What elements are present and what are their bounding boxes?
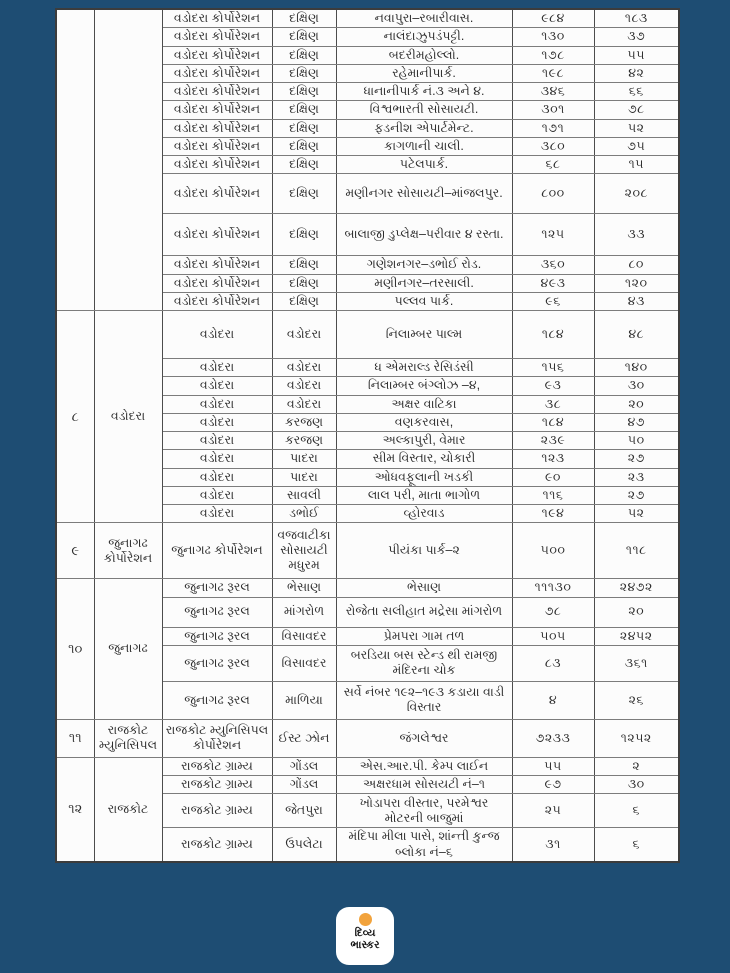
cell-zone: દક્ષિણ: [272, 101, 336, 119]
cell-zone: કરજણ: [272, 413, 336, 431]
cell-value-2: ૬: [594, 828, 679, 862]
cell-value-1: ૯૬: [512, 292, 594, 310]
cell-zone: દક્ષિણ: [272, 137, 336, 155]
cell-area: અલ્કાપુરી, વેમાર: [336, 432, 512, 450]
cell-zone: દક્ષિણ: [272, 214, 336, 256]
cell-value-1: ૯૩: [512, 377, 594, 395]
cell-zone: જેતપુરા: [272, 794, 336, 828]
cell-serial: ૯: [56, 523, 94, 579]
cell-value-2: ૨૦: [594, 597, 679, 627]
cell-zone: દક્ષિણ: [272, 46, 336, 64]
cell-value-1: ૫૫: [512, 757, 594, 775]
cell-value-2: ૧૧૮: [594, 523, 679, 579]
cell-value-1: ૪: [512, 681, 594, 719]
cell-zone: વડોદરા: [272, 359, 336, 377]
cell-area: પટેલપાર્ક.: [336, 156, 512, 174]
cell-area: નવાપુરા–રબારીવાસ.: [336, 9, 512, 28]
logo-sun-icon: [359, 913, 372, 926]
cell-value-2: ૫૦: [594, 432, 679, 450]
cell-value-1: ૩૦૧: [512, 101, 594, 119]
cell-division: વડોદરા કોર્પોરેશન: [162, 256, 272, 274]
cell-zone: વડોદરા: [272, 377, 336, 395]
cell-zone: દક્ષિણ: [272, 28, 336, 46]
cell-division: રાજકોટ ગ્રામ્ય: [162, 828, 272, 862]
cell-zone: દક્ષિણ: [272, 174, 336, 214]
cell-value-2: ૪૨: [594, 64, 679, 82]
cell-area: ભેસાણ: [336, 579, 512, 597]
cell-area: કાગળાની ચાલી.: [336, 137, 512, 155]
cell-division: વડોદરા કોર્પોરેશન: [162, 137, 272, 155]
cell-value-1: ૫૦૦: [512, 523, 594, 579]
cell-zone: દક્ષિણ: [272, 292, 336, 310]
cell-area: મણીનગર સોસાયટી–માંજલપુર.: [336, 174, 512, 214]
cell-value-1: ૯૦: [512, 468, 594, 486]
cell-value-1: ૬૮: [512, 156, 594, 174]
cell-serial: ૧૧: [56, 719, 94, 757]
cell-value-2: ૨૭: [594, 486, 679, 504]
cell-division: જુનાગઢ રૂરલ: [162, 645, 272, 681]
cell-division: વડોદરા: [162, 468, 272, 486]
cell-division: રાજકોટ ગ્રામ્ય: [162, 757, 272, 775]
cell-value-2: ૬૬: [594, 83, 679, 101]
cell-area: સીમ વિસ્તાર, ચોકારી: [336, 450, 512, 468]
cell-division: વડોદરા: [162, 311, 272, 359]
cell-division: વડોદરા: [162, 413, 272, 431]
cell-value-1: ૭૨૩૩: [512, 719, 594, 757]
table-row: [56, 579, 679, 597]
cell-value-2: ૧૪૦: [594, 359, 679, 377]
table-row: [56, 757, 679, 775]
cell-value-2: ૧૨૫૨: [594, 719, 679, 757]
cell-value-2: ૫૨: [594, 119, 679, 137]
cell-division: રાજકોટ મ્યુનિસિપલ કોર્પોરેશન: [162, 719, 272, 757]
cell-zone: પાદરા: [272, 450, 336, 468]
cell-zone: દક્ષિણ: [272, 256, 336, 274]
cell-area: પ્રેમપરા ગામ તળ: [336, 627, 512, 645]
cell-area: બરડિયા બસ સ્ટેન્ડ થી રામજી મંદિરના ચોક: [336, 645, 512, 681]
cell-area: ધ એમરાલ્ડ રેસિડંસી: [336, 359, 512, 377]
table-row: [56, 311, 679, 359]
cell-zone: કરજણ: [272, 432, 336, 450]
cell-value-2: ૭૮: [594, 101, 679, 119]
cell-value-1: ૨૫: [512, 794, 594, 828]
cell-area: વિશ્વભારતી સોસાયટી.: [336, 101, 512, 119]
table-row: [56, 9, 679, 28]
cell-division: વડોદરા: [162, 450, 272, 468]
cell-area: વણકરવાસ,: [336, 413, 512, 431]
cell-value-2: ૨૪૭૨: [594, 579, 679, 597]
cell-value-2: ૪૩: [594, 292, 679, 310]
cell-division: વડોદરા: [162, 359, 272, 377]
cell-zone: વિસાવદર: [272, 645, 336, 681]
cell-serial: ૧૦: [56, 579, 94, 720]
cell-division: વડોદરા કોર્પોરેશન: [162, 46, 272, 64]
cell-value-2: ૩૭: [594, 28, 679, 46]
cell-zone: દક્ષિણ: [272, 64, 336, 82]
cell-value-2: ૧૫: [594, 156, 679, 174]
table-row: [56, 523, 679, 579]
cell-zone: દક્ષિણ: [272, 9, 336, 28]
cell-value-1: ૧૮૪: [512, 311, 594, 359]
cell-division: વડોદરા કોર્પોરેશન: [162, 101, 272, 119]
cell-area: નિલામ્બર પાલ્મ: [336, 311, 512, 359]
logo-text-line1: દિવ્ય: [354, 927, 376, 939]
cell-value-2: ૩૬૧: [594, 645, 679, 681]
cell-district: રાજકોટ: [94, 757, 162, 862]
cell-value-2: ૨૦: [594, 395, 679, 413]
cell-value-1: ૧૯૪: [512, 505, 594, 523]
cell-value-2: ૫૨: [594, 505, 679, 523]
cell-value-2: ૨૦૮: [594, 174, 679, 214]
cell-district: રાજકોટ મ્યુનિસિપલ: [94, 719, 162, 757]
cell-division: વડોદરા: [162, 505, 272, 523]
cell-division: વડોદરા કોર્પોરેશન: [162, 83, 272, 101]
cell-area: ધાનાનીપાર્ક નં.૩ અને ૪.: [336, 83, 512, 101]
table-container: [55, 8, 680, 863]
divya-bhaskar-logo: [336, 907, 394, 965]
cell-serial: ૧૨: [56, 757, 94, 862]
cell-value-1: ૩૮: [512, 395, 594, 413]
cell-value-1: ૧૮૪: [512, 413, 594, 431]
cell-value-1: ૩૪૬: [512, 83, 594, 101]
cell-area: ઓધવફૂલાની ખડકી: [336, 468, 512, 486]
cell-area: અક્ષરધામ સોસયટી નં–૧: [336, 776, 512, 794]
cell-zone: સાવલી: [272, 486, 336, 504]
cell-area: લાલ પરી, માતા ભાગોળ: [336, 486, 512, 504]
cell-value-2: ૩૩: [594, 214, 679, 256]
cell-area: અક્ષર વાટિકા: [336, 395, 512, 413]
cell-area: રોજેતા સલીહાત મદ્રેસા માંગરોળ: [336, 597, 512, 627]
cell-value-2: ૪૭: [594, 413, 679, 431]
cell-value-1: ૧૭૧: [512, 119, 594, 137]
cell-division: વડોદરા કોર્પોરેશન: [162, 9, 272, 28]
cell-value-2: ૧૨૦: [594, 274, 679, 292]
cell-value-1: ૧૩૦: [512, 28, 594, 46]
cell-value-2: ૨૪૫૨: [594, 627, 679, 645]
cell-value-1: ૧૧૧૩૦: [512, 579, 594, 597]
report-table: [55, 8, 680, 863]
cell-area: સર્વે નંબર ૧૯૨–૧૯૩ કડાયા વાડી વિસ્તાર: [336, 681, 512, 719]
cell-division: વડોદરા કોર્પોરેશન: [162, 156, 272, 174]
cell-division: રાજકોટ ગ્રામ્ય: [162, 794, 272, 828]
cell-area: પલ્લવ પાર્ક.: [336, 292, 512, 310]
cell-zone: ગોંડલ: [272, 776, 336, 794]
cell-division: વડોદરા કોર્પોરેશન: [162, 28, 272, 46]
cell-value-1: ૧૨૩: [512, 450, 594, 468]
cell-zone: દક્ષિણ: [272, 119, 336, 137]
cell-division: વડોદરા: [162, 432, 272, 450]
cell-zone: માંગરોળ: [272, 597, 336, 627]
cell-division: વડોદરા કોર્પોરેશન: [162, 214, 272, 256]
cell-value-2: ૬: [594, 794, 679, 828]
cell-division: જુનાગઢ રૂરલ: [162, 681, 272, 719]
cell-division: વડોદરા કોર્પોરેશન: [162, 64, 272, 82]
cell-division: વડોદરા: [162, 486, 272, 504]
cell-area: ખોડાપરા વીસ્તાર, પરમેશ્વર મોટરની બાજુમાં: [336, 794, 512, 828]
cell-value-1: ૮૩: [512, 645, 594, 681]
cell-zone: દક્ષિણ: [272, 274, 336, 292]
cell-zone: વિસાવદર: [272, 627, 336, 645]
cell-area: એસ.આર.પી. કેમ્પ લાઈન: [336, 757, 512, 775]
cell-area: વ્હોરવાડ: [336, 505, 512, 523]
cell-serial: [56, 9, 94, 311]
cell-zone: ડભોઈ: [272, 505, 336, 523]
cell-division: વડોદરા કોર્પોરેશન: [162, 292, 272, 310]
cell-value-1: ૯૭: [512, 776, 594, 794]
cell-value-1: ૯૮૪: [512, 9, 594, 28]
cell-division: વડોદરા કોર્પોરેશન: [162, 174, 272, 214]
cell-value-2: ૨૩: [594, 468, 679, 486]
report-table-body: [56, 9, 679, 862]
cell-area: જંગલેશ્વર: [336, 719, 512, 757]
cell-division: રાજકોટ ગ્રામ્ય: [162, 776, 272, 794]
cell-value-2: ૨: [594, 757, 679, 775]
cell-serial: ૮: [56, 311, 94, 523]
cell-district: [94, 9, 162, 311]
cell-zone: ઈસ્ટ ઝોન: [272, 719, 336, 757]
cell-value-1: ૧૯૮: [512, 64, 594, 82]
cell-value-2: ૩૦: [594, 377, 679, 395]
cell-value-1: ૩૬૦: [512, 256, 594, 274]
cell-zone: દક્ષિણ: [272, 83, 336, 101]
cell-area: મંદિપા મીલા પાસે, શાંન્તી કુન્જ બ્લોકા નં–૬: [336, 828, 512, 862]
cell-division: વડોદરા કોર્પોરેશન: [162, 274, 272, 292]
cell-value-1: ૪૯૩: [512, 274, 594, 292]
cell-value-2: ૫૫: [594, 46, 679, 64]
cell-zone: પાદરા: [272, 468, 336, 486]
cell-area: ગણેશનગર–ડભોઈ રોડ.: [336, 256, 512, 274]
cell-value-2: ૭૫: [594, 137, 679, 155]
cell-zone: માળિયા: [272, 681, 336, 719]
cell-division: જુનાગઢ રૂરલ: [162, 627, 272, 645]
cell-value-2: ૩૦: [594, 776, 679, 794]
cell-area: પીયંકા પાર્ક–૨: [336, 523, 512, 579]
cell-zone: ગોંડલ: [272, 757, 336, 775]
cell-value-1: ૧૨૫: [512, 214, 594, 256]
cell-value-2: ૨૬: [594, 681, 679, 719]
cell-area: રહેમાનીપાર્ક.: [336, 64, 512, 82]
cell-value-2: ૨૭: [594, 450, 679, 468]
table-row: [56, 719, 679, 757]
cell-value-1: ૨૩૯: [512, 432, 594, 450]
cell-zone: વડોદરા: [272, 395, 336, 413]
cell-value-1: ૮૦૦: [512, 174, 594, 214]
cell-value-1: ૩૧: [512, 828, 594, 862]
cell-district: જુનાગઢ: [94, 579, 162, 720]
cell-division: જુનાગઢ રૂરલ: [162, 579, 272, 597]
cell-area: મણીનગર–તરસાલી.: [336, 274, 512, 292]
cell-value-1: ૭૮: [512, 597, 594, 627]
cell-division: વડોદરા કોર્પોરેશન: [162, 119, 272, 137]
cell-value-2: ૪૮: [594, 311, 679, 359]
cell-value-1: ૧૭૮: [512, 46, 594, 64]
cell-zone: વજવાટીકા સોસાયટી મધુરમ: [272, 523, 336, 579]
cell-area: ફડનીશ એપાર્ટમેન્ટ.: [336, 119, 512, 137]
cell-district: જુનાગઢ કોર્પોરેશન: [94, 523, 162, 579]
cell-zone: દક્ષિણ: [272, 156, 336, 174]
cell-area: બદરીમહોલ્લો.: [336, 46, 512, 64]
cell-zone: ભેસાણ: [272, 579, 336, 597]
cell-zone: ઉપલેટા: [272, 828, 336, 862]
cell-value-1: ૩૮૦: [512, 137, 594, 155]
cell-value-2: ૧૮૩: [594, 9, 679, 28]
cell-district: વડોદરા: [94, 311, 162, 523]
cell-area: બાલાજી ડુપ્લેક્ષ–પરીવાર ૪ રસ્તા.: [336, 214, 512, 256]
cell-area: નાલંદાઝુપડંપટ્ટી.: [336, 28, 512, 46]
cell-value-2: ૮૦: [594, 256, 679, 274]
logo-text-line2: ભાસ્કર: [350, 939, 380, 952]
cell-division: જુનાગઢ કોર્પોરેશન: [162, 523, 272, 579]
cell-value-1: ૧૧૬: [512, 486, 594, 504]
cell-division: વડોદરા: [162, 395, 272, 413]
cell-value-1: ૫૦૫: [512, 627, 594, 645]
cell-area: નિલામ્બર બંગ્લોઝ –૪,: [336, 377, 512, 395]
cell-value-1: ૧૫૬: [512, 359, 594, 377]
cell-division: વડોદરા: [162, 377, 272, 395]
cell-zone: વડોદરા: [272, 311, 336, 359]
cell-division: જુનાગઢ રૂરલ: [162, 597, 272, 627]
